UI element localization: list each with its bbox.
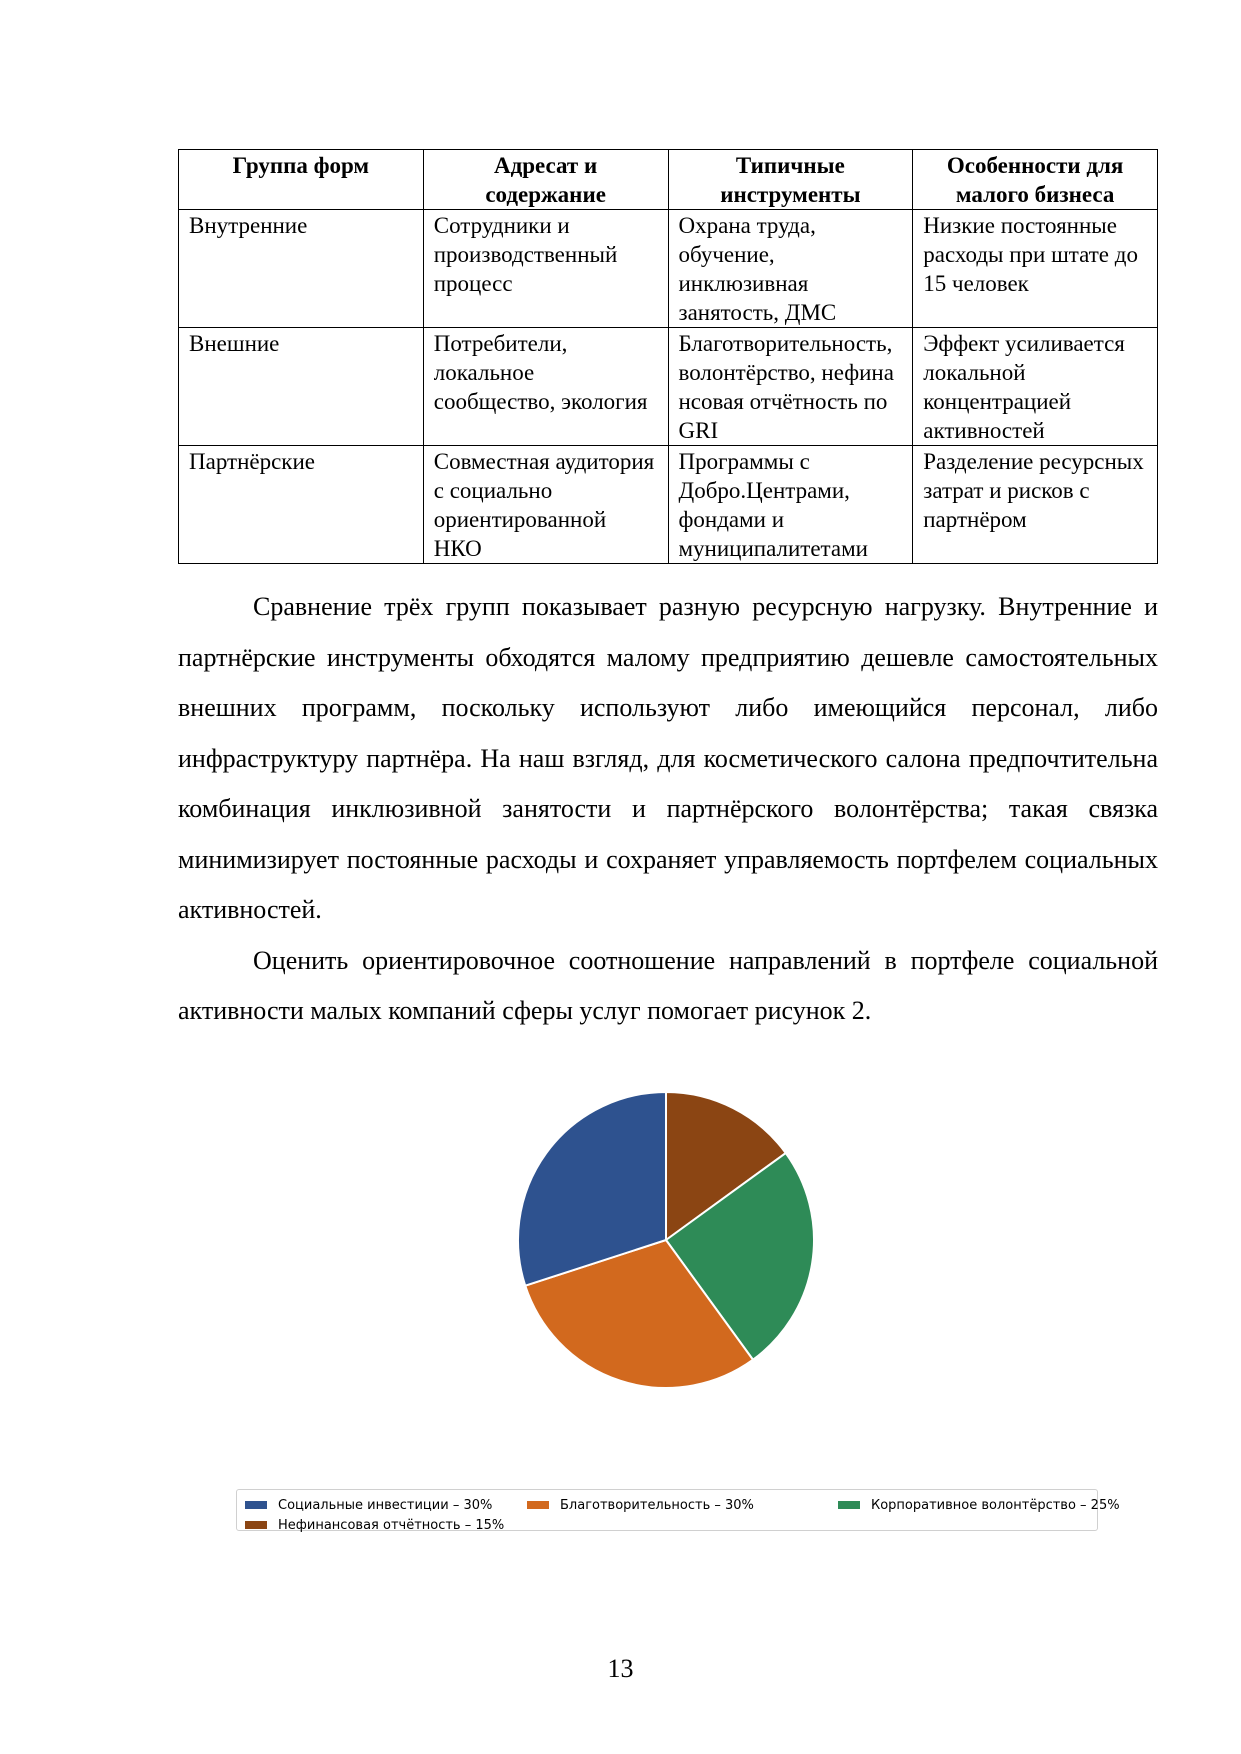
table-header-cell: Особенности для малого бизнеса: [913, 150, 1158, 210]
csr-forms-table: [178, 149, 1158, 564]
table-header-cell: Адресат и содержание: [423, 150, 668, 210]
table-cell: Охрана труда, обучение, инклюзивная занятость, ДМС: [668, 210, 913, 328]
legend-swatch: [527, 1501, 549, 1509]
table-row: [179, 210, 1158, 328]
table-cell: Внутренние: [179, 210, 424, 328]
pie-chart: [516, 1090, 816, 1390]
table-cell: Благотворительность, волонтёрство, нефинансовая отчётность по GRI: [668, 328, 913, 446]
legend-swatch: [245, 1501, 267, 1509]
table-cell: Программы с Добро.Центрами, фондами и муниципалитетами: [668, 446, 913, 564]
table-cell: Совместная аудитория с социально ориентированной НКО: [423, 446, 668, 564]
legend-label: Нефинансовая отчётность – 15%: [278, 1517, 505, 1533]
legend-label: Благотворительность – 30%: [560, 1497, 754, 1513]
table-row: [179, 446, 1158, 564]
legend-swatch: [838, 1501, 860, 1509]
table-cell: Партнёрские: [179, 446, 424, 564]
paragraph: Сравнение трёх групп показывает разную ресурсную нагрузку. Внутренние и партнёрские инструменты обходятся малому предприятию дешевле самостоятельных внешних программ, поскольку используют либо имеющийся персонал, либо инфраструктуру партнёра. На наш взгляд, для косметического салона предпочтительна комбинация инклюзивной занятости и партнёрского волонтёрства; такая связка минимизирует постоянные расходы и сохраняет управляемость портфелем социальных активностей.: [178, 592, 1158, 924]
legend-entry: [245, 1496, 492, 1514]
table-cell: Разделение ресурсных затрат и рисков с партнёром: [913, 446, 1158, 564]
table-cell: Сотрудники и производственный процесс: [423, 210, 668, 328]
chart-legend: [236, 1489, 1120, 1533]
paragraph: Оценить ориентировочное соотношение направлений в портфеле социальной активности малых компаний сферы услуг помогает рисунок 2.: [178, 945, 1158, 1025]
legend-swatch: [245, 1521, 267, 1529]
legend-label: Социальные инвестиции – 30%: [278, 1497, 493, 1513]
table-header-cell: Типичные инструменты: [668, 150, 913, 210]
table-header-cell: Группа форм: [179, 150, 424, 210]
body-text: [178, 582, 1158, 1037]
table-header-row: [179, 150, 1158, 210]
legend-label: Корпоративное волонтёрство – 25%: [871, 1497, 1120, 1513]
legend-entry: [838, 1496, 1120, 1514]
page-number: 13: [607, 1654, 634, 1683]
legend-entry: [527, 1496, 754, 1514]
table-cell: Эффект усиливается локальной концентрацией активностей: [913, 328, 1158, 446]
legend-entry: [245, 1516, 504, 1534]
table-cell: Внешние: [179, 328, 424, 446]
table-cell: Потребители, локальное сообщество, экология: [423, 328, 668, 446]
table-cell: Низкие постоянные расходы при штате до 15 человек: [913, 210, 1158, 328]
table-row: [179, 328, 1158, 446]
